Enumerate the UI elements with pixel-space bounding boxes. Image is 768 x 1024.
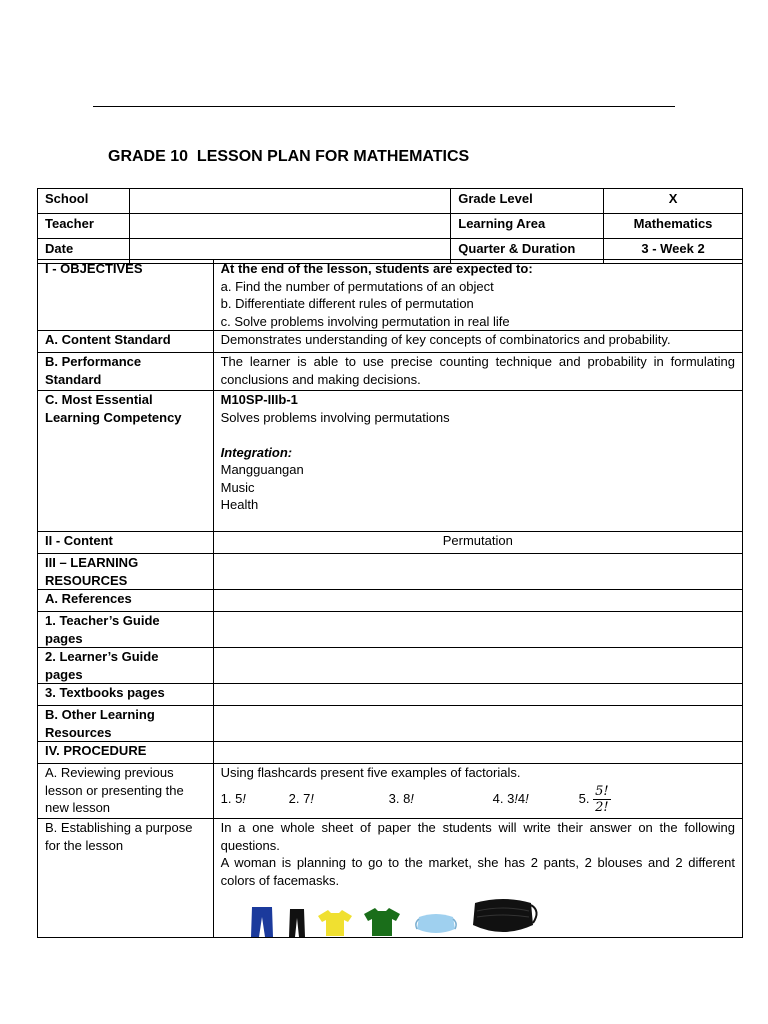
other-resources-row bbox=[38, 706, 743, 742]
learning-resources-row bbox=[38, 554, 743, 590]
objective-b: b. Differentiate different rules of permutation bbox=[220, 296, 474, 311]
competency-text: Solves problems involving permutations bbox=[220, 409, 450, 425]
objectives-cell bbox=[213, 260, 742, 331]
facemask-icon bbox=[467, 897, 541, 937]
shirt-icon bbox=[317, 909, 353, 937]
objectives-row bbox=[38, 260, 743, 331]
purpose-text-1: In a one whole sheet of paper the students will write their answer on the following questions. bbox=[220, 820, 735, 853]
ex2-text: 2. 7 bbox=[288, 791, 311, 807]
factorial-example-1: 1. 5! bbox=[220, 791, 246, 807]
purpose-label-line2: for the lesson bbox=[45, 837, 124, 853]
teachers-guide-row bbox=[38, 612, 743, 648]
competency-cell bbox=[213, 391, 742, 532]
facemask-icon bbox=[413, 911, 459, 937]
textbooks-value bbox=[213, 684, 742, 706]
review-label-line2: lesson or presenting the bbox=[45, 782, 184, 798]
page-title: GRADE 10 LESSON PLAN FOR MATHEMATICS bbox=[108, 148, 470, 165]
learning-area-value: Mathematics bbox=[604, 214, 743, 239]
references-label: A. References bbox=[38, 590, 214, 612]
textbooks-label: 3. Textbooks pages bbox=[38, 684, 214, 706]
textbooks-row bbox=[38, 684, 743, 706]
quarter-value: 3 - Week 2 bbox=[604, 239, 743, 264]
other-resources-label bbox=[38, 706, 214, 742]
purpose-row bbox=[38, 819, 743, 938]
learners-guide-line1: 2. Learner’s Guide bbox=[45, 649, 159, 664]
factorial-example-4: 4. 3!4! bbox=[492, 791, 529, 807]
teachers-guide-value bbox=[213, 612, 742, 648]
content-standard-label: A. Content Standard bbox=[38, 331, 214, 353]
other-resources-line2: Resources bbox=[45, 724, 112, 740]
factorial-example-5 bbox=[579, 784, 611, 815]
references-row bbox=[38, 590, 743, 612]
competency-label-line1: C. Most Essential bbox=[45, 392, 153, 407]
lesson-table bbox=[37, 259, 743, 938]
pants-icon bbox=[287, 909, 307, 937]
review-label-line3: new lesson bbox=[45, 800, 111, 815]
learning-resources-value bbox=[213, 554, 742, 590]
integration-item: Music bbox=[220, 479, 255, 495]
grade-level-value: X bbox=[604, 189, 743, 214]
competency-label-line2: Learning Competency bbox=[45, 409, 182, 425]
ex1-text: 1. 5 bbox=[220, 791, 243, 807]
date-label: Date bbox=[38, 239, 130, 264]
competency-label bbox=[38, 391, 214, 532]
performance-standard-text: The learner is able to use precise counting technique and probability in formulating conclusions and making decisions. bbox=[213, 353, 742, 391]
school-value bbox=[129, 189, 450, 214]
content-standard-text: Demonstrates understanding of key concepts of combinatorics and probability. bbox=[213, 331, 742, 353]
content-standard-row bbox=[38, 331, 743, 353]
integration-label: Integration: bbox=[220, 444, 293, 460]
learners-guide-value bbox=[213, 648, 742, 684]
objectives-label: I - OBJECTIVES bbox=[38, 260, 214, 331]
ex5-text: 5. bbox=[578, 790, 590, 806]
content-value: Permutation bbox=[213, 532, 742, 554]
performance-label-line2: Standard bbox=[45, 371, 102, 387]
objective-a: a. Find the number of permutations of an object bbox=[220, 278, 494, 294]
purpose-text-2: A woman is planning to go to the market, she has 2 pants, 2 blouses and 2 different colors of facemasks. bbox=[220, 855, 735, 888]
fraction-denominator: 2! bbox=[595, 799, 609, 815]
resources-label-line1: III – LEARNING bbox=[45, 555, 139, 570]
factorial-example-3: 3. 8! bbox=[388, 791, 414, 807]
learners-guide-line2: pages bbox=[45, 666, 83, 682]
competency-row bbox=[38, 391, 743, 532]
references-value bbox=[213, 590, 742, 612]
objective-c: c. Solve problems involving permutation in real life bbox=[220, 313, 510, 329]
clothing-icons bbox=[249, 893, 735, 937]
other-resources-line1: B. Other Learning bbox=[45, 707, 155, 722]
objectives-intro: At the end of the lesson, students are expected to: bbox=[220, 261, 533, 276]
content-label: II - Content bbox=[38, 532, 214, 554]
grade-level-label: Grade Level bbox=[451, 189, 604, 214]
quarter-label: Quarter & Duration bbox=[451, 239, 604, 264]
spacer bbox=[221, 426, 735, 444]
performance-label-line1: B. Performance bbox=[45, 354, 142, 369]
fraction-numerator: 5! bbox=[595, 783, 609, 799]
integration-item: Mangguangan bbox=[220, 462, 304, 477]
factorial-examples bbox=[221, 784, 735, 815]
content-row bbox=[38, 532, 743, 554]
competency-code: M10SP-IIIb-1 bbox=[220, 392, 298, 407]
shirt-icon bbox=[363, 907, 401, 937]
fraction bbox=[593, 784, 611, 815]
factorial-example-2: 2. 7! bbox=[288, 791, 314, 807]
learning-resources-label bbox=[38, 554, 214, 590]
review-label-line1: A. Reviewing previous bbox=[45, 765, 174, 780]
teacher-label: Teacher bbox=[38, 214, 130, 239]
teachers-guide-line1: 1. Teacher’s Guide bbox=[45, 613, 160, 628]
school-row bbox=[38, 189, 743, 214]
learners-guide-row bbox=[38, 648, 743, 684]
teachers-guide-line2: pages bbox=[45, 630, 83, 646]
review-label bbox=[38, 764, 214, 819]
top-rule bbox=[93, 106, 675, 107]
procedure-row bbox=[38, 742, 743, 764]
purpose-label-line1: B. Establishing a purpose bbox=[45, 820, 193, 835]
review-row bbox=[38, 764, 743, 819]
performance-standard-row bbox=[38, 353, 743, 391]
purpose-cell bbox=[213, 819, 742, 938]
procedure-label: IV. PROCEDURE bbox=[38, 742, 214, 764]
teacher-row bbox=[38, 214, 743, 239]
teacher-value bbox=[129, 214, 450, 239]
review-cell bbox=[213, 764, 742, 819]
review-text: Using flashcards present five examples of factorials. bbox=[220, 765, 521, 780]
procedure-value bbox=[213, 742, 742, 764]
other-resources-value bbox=[213, 706, 742, 742]
learners-guide-label bbox=[38, 648, 214, 684]
performance-standard-label bbox=[38, 353, 214, 391]
ex4b-text: 4 bbox=[517, 791, 526, 807]
header-table bbox=[37, 188, 743, 264]
school-label: School bbox=[38, 189, 130, 214]
pants-icon bbox=[249, 907, 275, 937]
ex4-text: 4. 3 bbox=[492, 791, 515, 807]
integration-item: Health bbox=[220, 497, 259, 512]
learning-area-label: Learning Area bbox=[451, 214, 604, 239]
purpose-label bbox=[38, 819, 214, 938]
ex3-text: 3. 8 bbox=[388, 791, 411, 807]
resources-label-line2: RESOURCES bbox=[45, 572, 128, 588]
teachers-guide-label bbox=[38, 612, 214, 648]
